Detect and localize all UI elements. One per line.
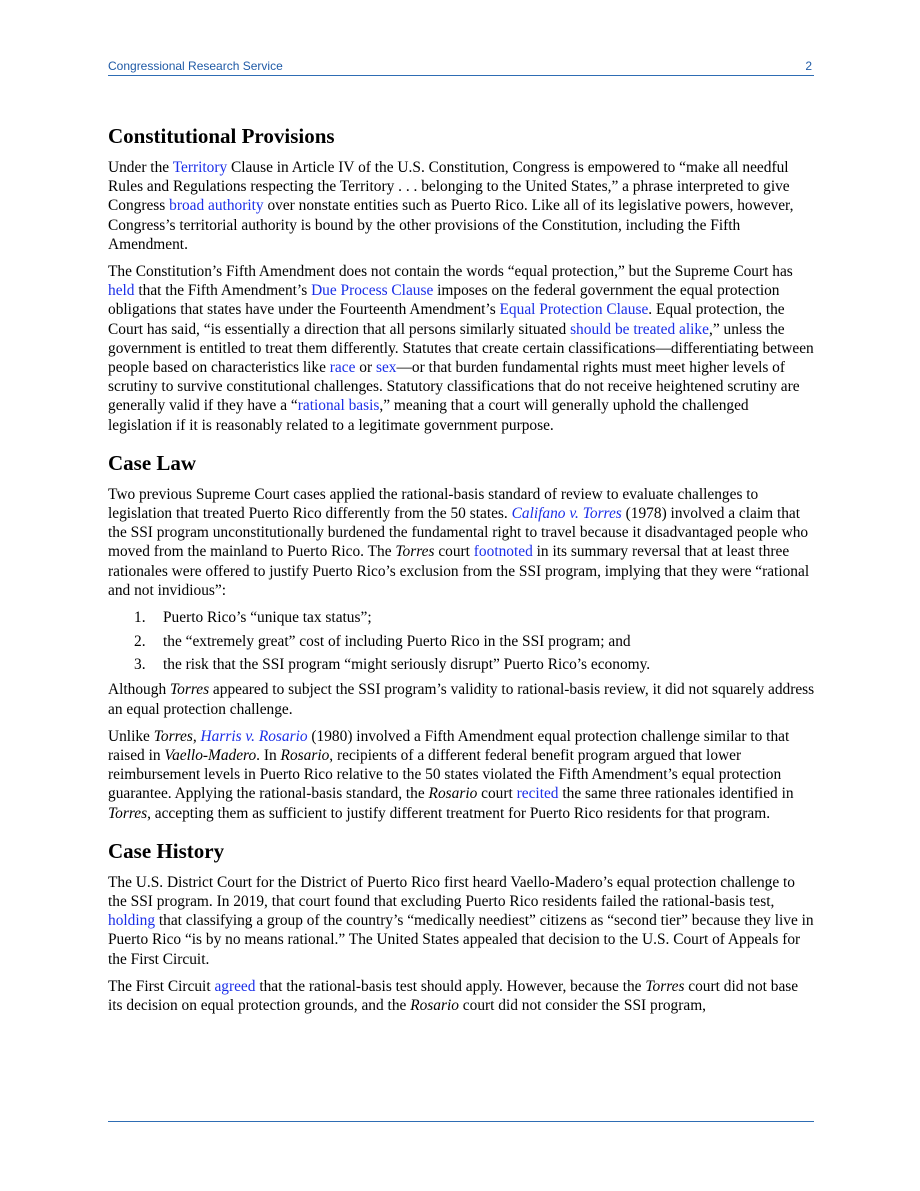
page-header [108,57,814,76]
paragraph: Two previous Supreme Court cases applied the rational-basis standard of review to evaluate challenges to legislation that treated Puerto Rico differently from the 50 states. Califano v. Torres (1978) involved a claim that the SSI program unconstitutionally burdened the fundamental right to travel because it disadvantaged people who moved from the mainland to Puerto Rico. The Torres court footnoted in its summary reversal that at least three rationales were offered to justify Puerto Rico’s exclusion from the SSI program, implying that they were “rational and not invidious”: [108,485,810,599]
link-sex[interactable]: sex [375,359,397,377]
link-rational-basis[interactable]: rational basis [297,397,380,415]
list-item: 3. the risk that the SSI program “might seriously disrupt” Puerto Rico’s economy. [134,656,651,674]
section-constitutional-provisions [108,122,816,435]
link-territory[interactable]: Territory [172,159,228,176]
paragraph: Although Torres appeared to subject the SSI program’s validity to rational-basis review, it did not squarely address an equal protection challenge. [108,681,815,718]
rationales-list [108,608,816,674]
section-heading: Constitutional Provisions [108,124,335,148]
paragraph: Unlike Torres, Harris v. Rosario (1980) involved a Fifth Amendment equal protection challenge similar to that raised in Vaello-Madero. In Rosario, recipients of a different federal benefit program argued that lower reimbursement levels in Puerto Rico relative to the 50 states violated the Fifth Amendment’s equal protection guarantee. Applying the rational-basis standard, the Rosario court recited the same three rationales identified in Torres, accepting them as sufficient to justify different treatment for Puerto Rico residents for that program. [108,727,794,822]
link-recited[interactable]: recited [516,785,559,803]
section-case-history [108,837,816,1015]
section-heading: Case History [108,838,225,863]
link-agreed[interactable]: agreed [214,977,256,995]
link-holding[interactable]: holding [108,912,156,930]
header-org-name: Congressional Research Service [108,59,283,73]
link-equal-protection-clause[interactable]: Equal Protection Clause [499,301,649,319]
link-treated-alike[interactable]: should be treated alike [570,320,709,338]
paragraph: The U.S. District Court for the District of Puerto Rico first heard Vaello-Madero’s equal protection challenge to the SSI program. In 2019, that court found that excluding Puerto Rico residents failed the rational-basis test, holding that classifying a group of the country’s “medically neediest” citizens as “second tier” because they live in Puerto Rico “is by no means rational.” The United States appealed that decision to the U.S. Court of Appeals for the First Circuit. [108,873,814,968]
link-harris-v-rosario[interactable]: Harris v. Rosario [200,727,308,745]
link-held[interactable]: held [108,282,135,300]
paragraph: Under the Territory Clause in Article IV of the U.S. Constitution, Congress is empowered to “make all needful Rules and Regulations respecting the Territory . . . belonging to the United States,” a phrase interpreted to give Congress broad authority over nonstate entities such as Puerto Rico. Like all of its legislative powers, however, Congress’s territorial authority is bound by the other provisions of the Constitution, including the Fifth Amendment. [108,159,794,253]
section-case-law [108,449,816,823]
link-broad-authority[interactable]: broad authority [169,197,264,215]
link-califano-v-torres[interactable]: Califano v. Torres [511,505,622,523]
section-heading: Case Law [108,450,197,475]
list-item: 1. Puerto Rico’s “unique tax status”; [134,609,372,627]
link-due-process-clause[interactable]: Due Process Clause [311,282,434,300]
link-race[interactable]: race [329,359,356,377]
paragraph: The Constitution’s Fifth Amendment does not contain the words “equal protection,” but the Supreme Court has held that the Fifth Amendment’s Due Process Clause imposes on the federal government the equal protection obligations that states have under the Fourteenth Amendment’s Equal Protection Clause. Equal protection, the Court has said, “is essentially a direction that all persons similarly situated should be treated alike,” unless the government is entitled to treat them differently. Statutes that create certain classifications—differentiating between people based on characteristics like race or sex—or that burden fundamental rights must meet higher levels of scrutiny to survive constitutional challenges. Statutory classifications that do not receive heightened scrutiny are generally valid if they have a “rational basis,” meaning that a court will generally uphold the challenged legislation if it is reasonably related to a legitimate government purpose. [108,263,814,434]
document-body [108,122,816,1023]
page-footer-rule [108,1121,814,1122]
list-item: 2. the “extremely great” cost of including Puerto Rico in the SSI program; and [134,632,631,650]
paragraph: The First Circuit agreed that the rational-basis test should apply. However, because the Torres court did not base its decision on equal protection grounds, and the Rosario court did not consider the SSI program, [108,977,799,1015]
link-footnoted[interactable]: footnoted [473,543,533,561]
page-number: 2 [805,59,812,73]
